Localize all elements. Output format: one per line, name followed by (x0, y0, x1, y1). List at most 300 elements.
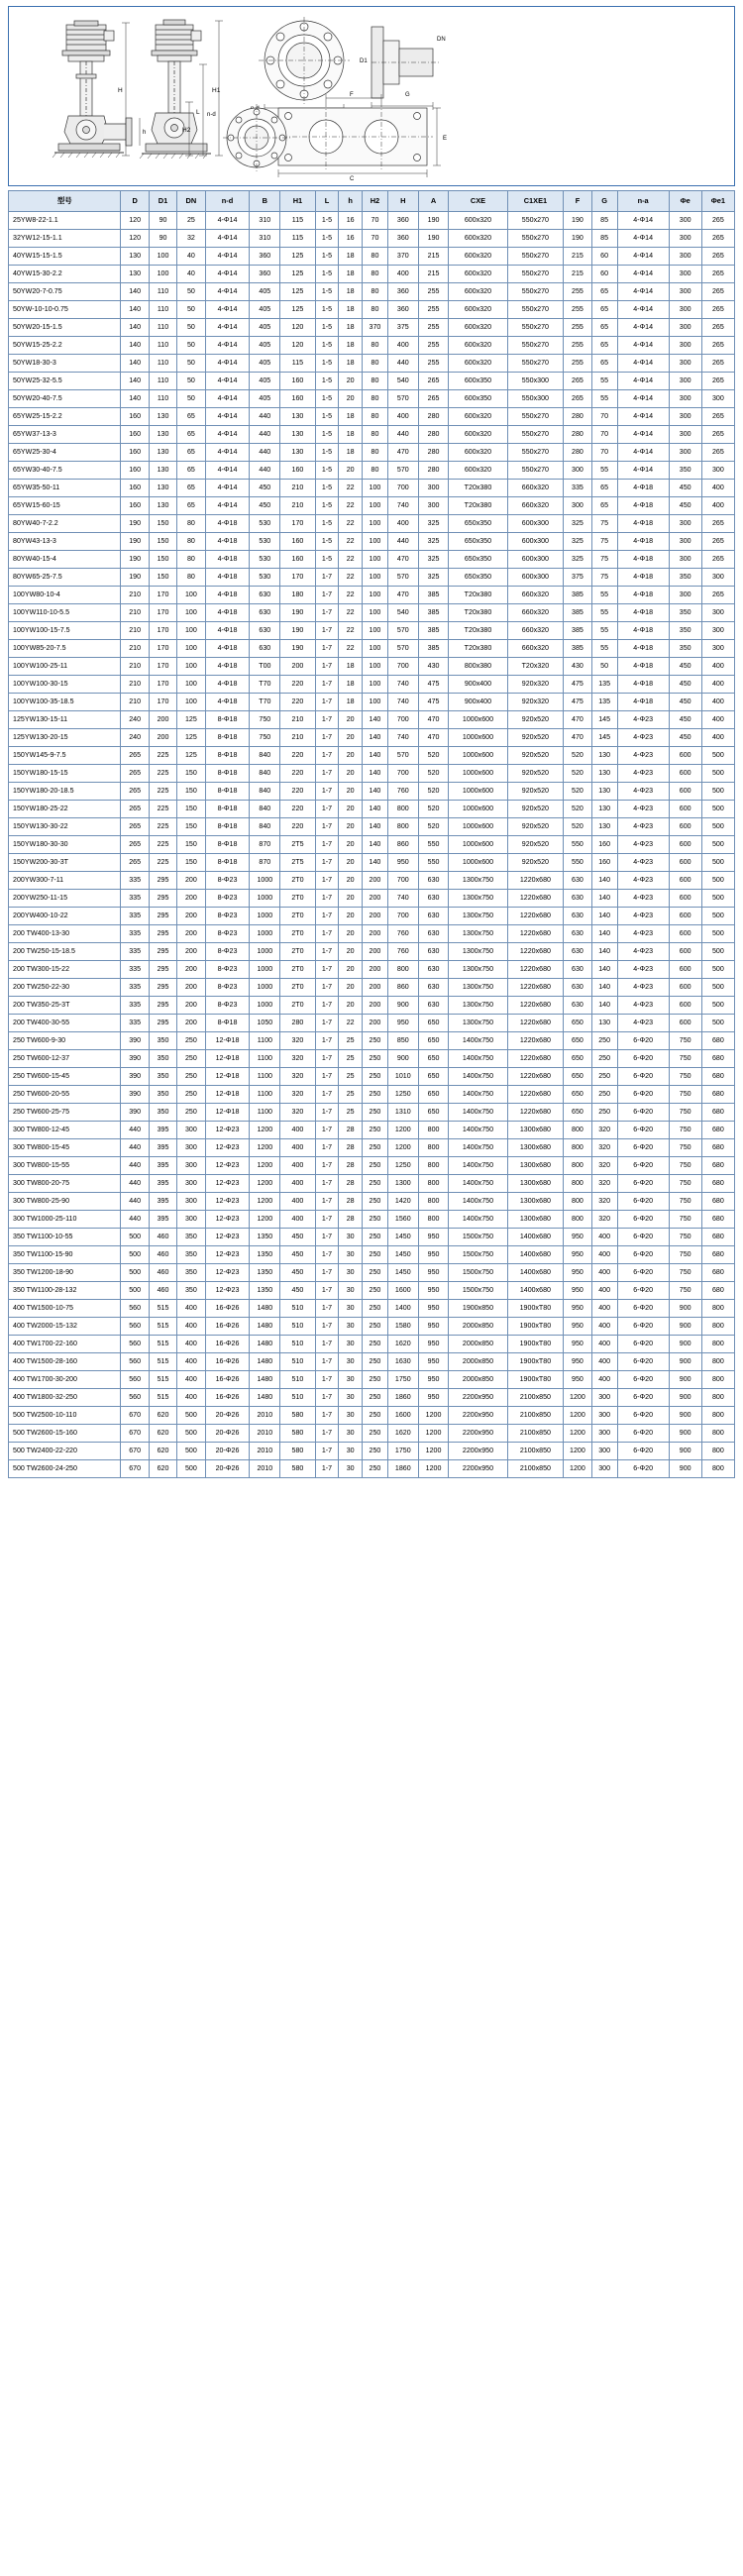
cell-value: 250 (591, 1050, 617, 1068)
cell-value: 500 (701, 747, 734, 765)
table-row (9, 747, 735, 765)
cell-value: T70 (250, 694, 280, 711)
cell-value: 220 (280, 676, 315, 694)
cell-value: 335 (121, 997, 149, 1015)
cell-value: 50 (177, 283, 205, 301)
cell-value: 1-7 (315, 1068, 339, 1086)
cell-value: 500 (701, 1015, 734, 1032)
cell-value: 1220x680 (507, 1050, 564, 1068)
cell-value: 325 (418, 569, 449, 587)
cell-value: 4-Φ14 (617, 462, 669, 480)
cell-value: 515 (149, 1318, 176, 1336)
cell-value: 600x300 (507, 533, 564, 551)
cell-model: 150YW130-30-22 (9, 818, 121, 836)
cell-value: 150 (149, 569, 176, 587)
cell-value: 440 (121, 1193, 149, 1211)
cell-value: 550x270 (507, 337, 564, 355)
cell-value: 115 (280, 355, 315, 373)
cell-value: 50 (177, 390, 205, 408)
cell-value: 405 (250, 337, 280, 355)
cell-value: 150 (149, 533, 176, 551)
cell-value: 550x270 (507, 462, 564, 480)
cell-value: 120 (280, 337, 315, 355)
cell-value: 18 (339, 248, 363, 266)
cell-value: 600x320 (449, 462, 507, 480)
cell-value: 510 (280, 1318, 315, 1336)
cell-value: 300 (591, 1443, 617, 1460)
cell-value: 30 (339, 1389, 363, 1407)
cell-value: 30 (339, 1460, 363, 1478)
cell-value: 1300x680 (507, 1157, 564, 1175)
cell-value: 540 (387, 604, 418, 622)
cell-value: 550x270 (507, 301, 564, 319)
cell-value: 510 (280, 1389, 315, 1407)
cell-value: 600 (669, 836, 701, 854)
cell-value: 200 (177, 925, 205, 943)
cell-value: 8-Φ18 (205, 818, 250, 836)
cell-value: 22 (339, 640, 363, 658)
table-row (9, 979, 735, 997)
cell-value: 1-7 (315, 890, 339, 908)
cell-value: 630 (564, 890, 591, 908)
cell-value: 4-Φ23 (617, 854, 669, 872)
cell-value: 800 (701, 1443, 734, 1460)
cell-value: 335 (121, 872, 149, 890)
cell-value: 540 (387, 373, 418, 390)
cell-value: 470 (418, 711, 449, 729)
cell-value: 100 (362, 694, 387, 711)
cell-value: 550 (418, 854, 449, 872)
cell-value: 620 (149, 1443, 176, 1460)
cell-value: 300 (669, 230, 701, 248)
cell-value: 6-Φ20 (617, 1371, 669, 1389)
cell-value: 6-Φ20 (617, 1336, 669, 1353)
cell-value: 350 (149, 1032, 176, 1050)
cell-value: 680 (701, 1086, 734, 1104)
cell-value: 1600 (387, 1407, 418, 1425)
cell-value: 90 (149, 230, 176, 248)
cell-value: 225 (149, 747, 176, 765)
col-header-h1: H1 (280, 191, 315, 212)
col-header-c1xe1: C1XE1 (507, 191, 564, 212)
cell-value: 4-Φ14 (617, 266, 669, 283)
cell-value: 1-7 (315, 1211, 339, 1229)
cell-value: 800 (701, 1336, 734, 1353)
cell-model: 300 TW800-25-90 (9, 1193, 121, 1211)
cell-value: 1050 (250, 1015, 280, 1032)
cell-value: 550x270 (507, 283, 564, 301)
cell-value: 1-7 (315, 943, 339, 961)
cell-value: 255 (418, 319, 449, 337)
cell-value: 440 (250, 444, 280, 462)
cell-model: 400 TW1500-10-75 (9, 1300, 121, 1318)
cell-value: 1480 (250, 1389, 280, 1407)
cell-value: 400 (177, 1371, 205, 1389)
cell-value: 400 (591, 1264, 617, 1282)
cell-value: 560 (121, 1300, 149, 1318)
cell-value: 75 (591, 569, 617, 587)
cell-value: 650x350 (449, 533, 507, 551)
cell-model: 50YW18-30-3 (9, 355, 121, 373)
cell-value: 210 (121, 676, 149, 694)
cell-value: 300 (591, 1389, 617, 1407)
cell-value: 1-7 (315, 622, 339, 640)
cell-value: 1450 (387, 1246, 418, 1264)
cell-value: 1200 (250, 1211, 280, 1229)
cell-value: 250 (362, 1050, 387, 1068)
cell-value: 8-Φ23 (205, 961, 250, 979)
cell-value: 1400x750 (449, 1104, 507, 1122)
cell-value: 440 (387, 426, 418, 444)
cell-value: 405 (250, 319, 280, 337)
cell-value: 80 (362, 248, 387, 266)
cell-value: 80 (177, 569, 205, 587)
cell-value: 750 (669, 1264, 701, 1282)
cell-value: 20 (339, 836, 363, 854)
cell-value: 250 (362, 1282, 387, 1300)
cell-value: 265 (564, 373, 591, 390)
cell-value: 400 (280, 1193, 315, 1211)
table-row (9, 1353, 735, 1371)
cell-value: 2200x950 (449, 1425, 507, 1443)
table-row (9, 1318, 735, 1336)
cell-value: 950 (564, 1336, 591, 1353)
cell-value: 1-7 (315, 640, 339, 658)
cell-value: 4-Φ18 (617, 640, 669, 658)
cell-value: 1500x750 (449, 1264, 507, 1282)
cell-value: 800 (701, 1300, 734, 1318)
cell-value: 220 (280, 694, 315, 711)
cell-value: 12-Φ23 (205, 1139, 250, 1157)
cell-model: 300 TW1000-25-110 (9, 1211, 121, 1229)
cell-value: 800 (418, 1175, 449, 1193)
cell-value: 400 (280, 1157, 315, 1175)
cell-value: 220 (280, 818, 315, 836)
cell-model: 500 TW2600-15-160 (9, 1425, 121, 1443)
cell-value: 140 (121, 319, 149, 337)
cell-model: 250 TW600-15-45 (9, 1068, 121, 1086)
cell-value: 335 (121, 961, 149, 979)
cell-value: 30 (339, 1443, 363, 1460)
cell-value: 760 (387, 925, 418, 943)
col-header-h2: H2 (362, 191, 387, 212)
cell-value: 16-Φ26 (205, 1371, 250, 1389)
cell-value: 920x320 (507, 676, 564, 694)
cell-value: 1200 (418, 1443, 449, 1460)
cell-value: 550x300 (507, 373, 564, 390)
cell-value: 630 (418, 925, 449, 943)
cell-model: 100YW100-35-18.5 (9, 694, 121, 711)
cell-value: 265 (701, 337, 734, 355)
cell-value: 130 (591, 1015, 617, 1032)
cell-model: 400 TW1800-32-250 (9, 1389, 121, 1407)
cell-value: 265 (418, 390, 449, 408)
cell-value: 450 (280, 1282, 315, 1300)
cell-value: 4-Φ18 (205, 694, 250, 711)
cell-value: 510 (280, 1300, 315, 1318)
table-row (9, 676, 735, 694)
table-row (9, 1300, 735, 1318)
cell-value: 1200 (564, 1443, 591, 1460)
cell-value: 1480 (250, 1336, 280, 1353)
cell-value: 1300x750 (449, 943, 507, 961)
table-row (9, 1104, 735, 1122)
cell-value: 560 (121, 1318, 149, 1336)
table-row (9, 1068, 735, 1086)
cell-value: 500 (701, 979, 734, 997)
cell-value: 300 (564, 497, 591, 515)
cell-value: 80 (362, 283, 387, 301)
cell-value: 700 (387, 872, 418, 890)
cell-model: 65YW30-40-7.5 (9, 462, 121, 480)
cell-value: 300 (701, 622, 734, 640)
cell-value: 1220x680 (507, 925, 564, 943)
cell-value: 950 (418, 1318, 449, 1336)
cell-value: 1220x680 (507, 908, 564, 925)
cell-value: 200 (177, 890, 205, 908)
cell-value: 920x520 (507, 836, 564, 854)
cell-value: 360 (387, 301, 418, 319)
col-header-dn: DN (177, 191, 205, 212)
cell-value: 900 (387, 997, 418, 1015)
cell-model: 200 TW300-15-22 (9, 961, 121, 979)
cell-value: 520 (418, 783, 449, 801)
cell-value: 950 (418, 1246, 449, 1264)
cell-value: 1300x680 (507, 1193, 564, 1211)
cell-value: 335 (564, 480, 591, 497)
cell-value: 300 (177, 1122, 205, 1139)
cell-value: 1480 (250, 1353, 280, 1371)
cell-value: 4-Φ14 (205, 266, 250, 283)
cell-value: 325 (564, 551, 591, 569)
cell-value: 740 (387, 676, 418, 694)
cell-value: 1400x750 (449, 1211, 507, 1229)
cell-value: 4-Φ14 (617, 444, 669, 462)
cell-value: 440 (387, 533, 418, 551)
cell-model: 65YW25-30-4 (9, 444, 121, 462)
cell-value: 840 (250, 747, 280, 765)
cell-model: 200 TW400-13-30 (9, 925, 121, 943)
cell-value: 4-Φ18 (205, 676, 250, 694)
cell-value: 250 (362, 1139, 387, 1157)
cell-value: 6-Φ20 (617, 1229, 669, 1246)
cell-value: 1000x600 (449, 801, 507, 818)
cell-value: 500 (701, 854, 734, 872)
cell-value: 18 (339, 408, 363, 426)
cell-value: 100 (362, 676, 387, 694)
cell-value: 110 (149, 283, 176, 301)
cell-value: 255 (564, 319, 591, 337)
cell-value: 130 (280, 444, 315, 462)
cell-value: 160 (121, 426, 149, 444)
cell-value: 1400x680 (507, 1246, 564, 1264)
cell-value: 8-Φ23 (205, 979, 250, 997)
cell-value: 90 (149, 212, 176, 230)
cell-value: 50 (177, 301, 205, 319)
cell-value: 4-Φ14 (617, 283, 669, 301)
cell-value: 470 (564, 729, 591, 747)
cell-value: 300 (669, 444, 701, 462)
cell-value: 6-Φ20 (617, 1139, 669, 1157)
cell-value: 12-Φ18 (205, 1086, 250, 1104)
page-root (0, 6, 743, 1478)
cell-value: 220 (280, 801, 315, 818)
cell-value: 20 (339, 872, 363, 890)
cell-value: 1450 (387, 1264, 418, 1282)
cell-value: 1220x680 (507, 872, 564, 890)
cell-value: 1300x750 (449, 997, 507, 1015)
cell-value: 1-7 (315, 1425, 339, 1443)
cell-value: 1-7 (315, 1157, 339, 1175)
cell-model: 125YW130-15-11 (9, 711, 121, 729)
cell-value: 6-Φ20 (617, 1318, 669, 1336)
cell-value: 320 (591, 1211, 617, 1229)
cell-value: 300 (669, 515, 701, 533)
cell-value: 1900xT80 (507, 1300, 564, 1318)
cell-value: 335 (121, 925, 149, 943)
cell-value: 950 (564, 1300, 591, 1318)
cell-value: T20x380 (449, 587, 507, 604)
cell-value: 300 (669, 248, 701, 266)
cell-value: 2T0 (280, 943, 315, 961)
cell-value: 4-Φ18 (205, 533, 250, 551)
cell-value: 25 (339, 1068, 363, 1086)
cell-value: 8-Φ23 (205, 908, 250, 925)
cell-value: 6-Φ20 (617, 1211, 669, 1229)
cell-value: 1000 (250, 872, 280, 890)
cell-value: 800 (564, 1139, 591, 1157)
technical-drawing-panel (8, 6, 735, 186)
cell-value: 350 (669, 622, 701, 640)
cell-value: 4-Φ23 (617, 711, 669, 729)
cell-value: 350 (149, 1068, 176, 1086)
cell-value: 280 (418, 426, 449, 444)
cell-value: 950 (418, 1336, 449, 1353)
cell-value: 295 (149, 1015, 176, 1032)
cell-value: 630 (418, 890, 449, 908)
cell-model: 100YW100-30-15 (9, 676, 121, 694)
cell-value: 1000 (250, 979, 280, 997)
cell-value: 265 (418, 373, 449, 390)
cell-value: 20 (339, 961, 363, 979)
cell-value: 680 (701, 1264, 734, 1282)
cell-value: 680 (701, 1211, 734, 1229)
cell-value: 22 (339, 533, 363, 551)
cell-value: 18 (339, 283, 363, 301)
cell-value: 55 (591, 390, 617, 408)
cell-value: 500 (121, 1264, 149, 1282)
cell-value: 1-7 (315, 1193, 339, 1211)
cell-value: 550 (564, 854, 591, 872)
cell-value: 280 (418, 444, 449, 462)
cell-value: 400 (387, 515, 418, 533)
table-row (9, 765, 735, 783)
cell-value: 700 (387, 765, 418, 783)
col-header-cxe: CXE (449, 191, 507, 212)
dim-label-D1: D1 (360, 58, 368, 64)
cell-value: 210 (121, 604, 149, 622)
cell-value: 1750 (387, 1371, 418, 1389)
cell-value: 30 (339, 1425, 363, 1443)
cell-value: 4-Φ14 (617, 319, 669, 337)
cell-value: 800 (701, 1353, 734, 1371)
cell-value: 320 (591, 1175, 617, 1193)
cell-value: 550x270 (507, 230, 564, 248)
cell-value: 1220x680 (507, 943, 564, 961)
cell-value: 265 (701, 266, 734, 283)
cell-value: 2000x850 (449, 1318, 507, 1336)
cell-value: 840 (250, 801, 280, 818)
cell-value: 20 (339, 783, 363, 801)
cell-value: 650 (564, 1086, 591, 1104)
cell-value: 500 (121, 1246, 149, 1264)
cell-value: 4-Φ14 (205, 283, 250, 301)
cell-value: 515 (149, 1353, 176, 1371)
cell-value: 760 (387, 783, 418, 801)
cell-value: 390 (121, 1086, 149, 1104)
cell-value: 1000 (250, 961, 280, 979)
cell-value: 20 (339, 818, 363, 836)
cell-value: 1-5 (315, 390, 339, 408)
cell-value: 4-Φ14 (205, 426, 250, 444)
cell-value: 680 (701, 1282, 734, 1300)
cell-value: 460 (149, 1282, 176, 1300)
cell-value: 65 (177, 426, 205, 444)
cell-value: 250 (362, 1122, 387, 1139)
cell-value: 110 (149, 337, 176, 355)
cell-value: 1-5 (315, 212, 339, 230)
cell-value: 680 (701, 1050, 734, 1068)
cell-value: 1480 (250, 1318, 280, 1336)
cell-value: 350 (669, 462, 701, 480)
cell-value: 520 (418, 765, 449, 783)
cell-value: 500 (701, 872, 734, 890)
cell-model: 80YW40-15-4 (9, 551, 121, 569)
cell-value: 265 (701, 533, 734, 551)
cell-value: 1220x680 (507, 1086, 564, 1104)
cell-value: 430 (418, 658, 449, 676)
cell-value: 550x270 (507, 426, 564, 444)
cell-value: 295 (149, 872, 176, 890)
cell-value: 16-Φ26 (205, 1300, 250, 1318)
table-row (9, 604, 735, 622)
cell-value: 100 (177, 604, 205, 622)
cell-value: 500 (701, 818, 734, 836)
cell-value: 4-Φ18 (205, 622, 250, 640)
cell-value: 75 (591, 515, 617, 533)
cell-value: 300 (669, 426, 701, 444)
pump-spec-table (8, 190, 735, 1478)
cell-value: 390 (121, 1104, 149, 1122)
cell-value: 390 (121, 1050, 149, 1068)
cell-value: 12-Φ23 (205, 1193, 250, 1211)
cell-value: 18 (339, 426, 363, 444)
cell-value: 4-Φ18 (205, 658, 250, 676)
cell-value: 405 (250, 390, 280, 408)
cell-value: 18 (339, 676, 363, 694)
cell-value: 250 (177, 1050, 205, 1068)
cell-value: 550 (418, 836, 449, 854)
cell-value: 920x520 (507, 818, 564, 836)
cell-value: 4-Φ18 (205, 640, 250, 658)
cell-value: 4-Φ18 (205, 515, 250, 533)
cell-value: 650 (418, 1104, 449, 1122)
cell-model: 250 TW600-25-75 (9, 1104, 121, 1122)
cell-value: 4-Φ18 (617, 533, 669, 551)
cell-value: 1220x680 (507, 1068, 564, 1086)
cell-model: 150YW180-20-18.5 (9, 783, 121, 801)
cell-value: 900 (669, 1336, 701, 1353)
